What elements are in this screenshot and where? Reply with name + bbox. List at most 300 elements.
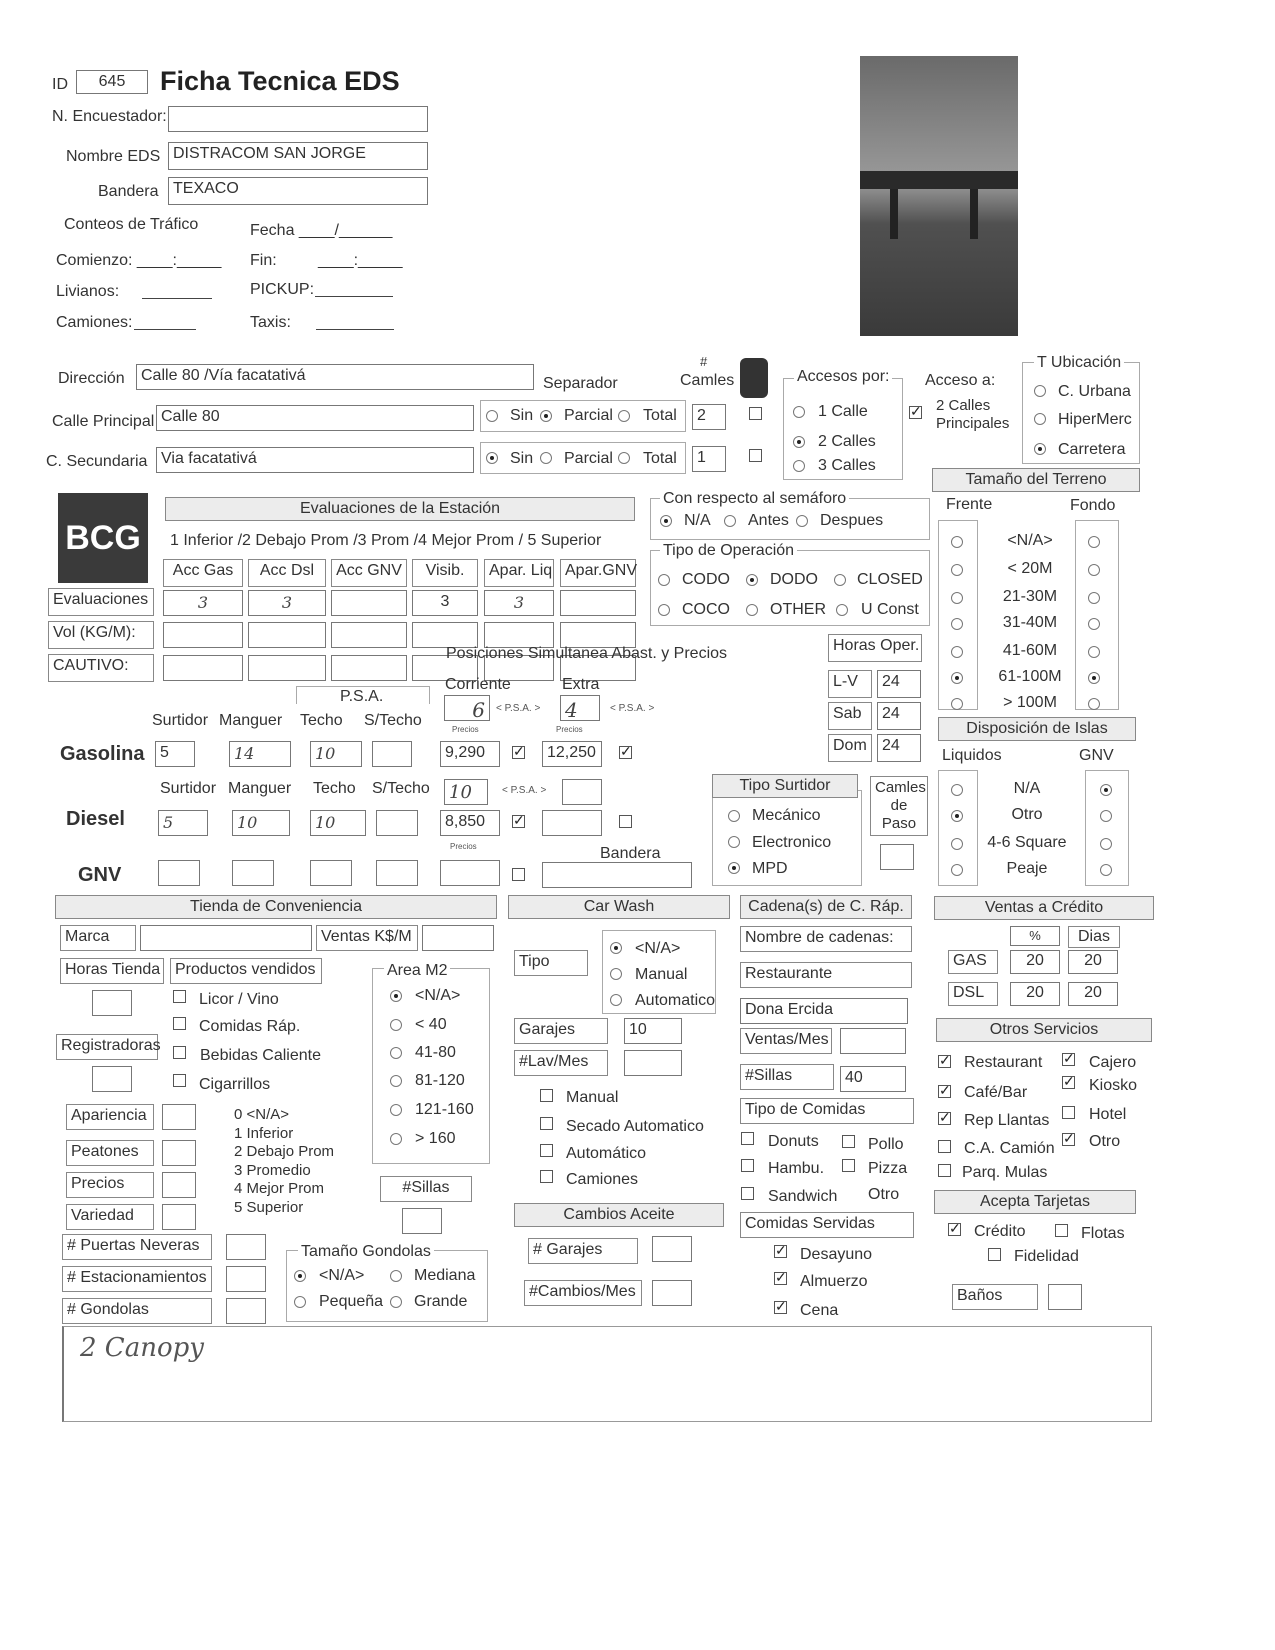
evaluaciones-col-header: Acc GNV [331, 559, 407, 587]
lavmes-field[interactable] [624, 1050, 682, 1076]
flotas-checkbox[interactable] [1055, 1224, 1068, 1237]
taxis-line[interactable] [316, 329, 394, 330]
gondolas-na-radio[interactable] [294, 1270, 306, 1282]
ubicacion-hipermerc-label: HiperMerc [1058, 411, 1132, 428]
cigarrillos-checkbox[interactable] [173, 1074, 186, 1087]
fin-line: ____:_____ [318, 252, 403, 269]
pickup-line[interactable] [315, 296, 393, 297]
notes-area[interactable] [62, 1326, 1152, 1422]
carwash-automatico-label: Automatico [635, 992, 716, 1009]
frente-label: Frente [946, 496, 993, 513]
secado-checkbox[interactable] [540, 1117, 553, 1130]
liquidos-label: Liquidos [942, 747, 1002, 764]
diesel-techo-field[interactable]: 10 [310, 810, 366, 836]
mecanico-radio[interactable] [728, 810, 740, 822]
islas-liquidos-radio[interactable] [951, 784, 963, 796]
terreno-option-label: 21-30M [1002, 588, 1058, 605]
servicios-header: Otros Servicios [936, 1018, 1152, 1042]
area-option-label: 41-80 [415, 1044, 456, 1061]
islas-gnv-radio[interactable] [1100, 784, 1112, 796]
ubicacion-title: T Ubicación [1034, 354, 1124, 372]
islas-gnv-radio[interactable] [1100, 864, 1112, 876]
total-radio[interactable] [618, 410, 630, 422]
horas-tienda-field[interactable] [92, 990, 132, 1016]
diesel-psa-field[interactable]: 10 [444, 779, 488, 805]
psa-arrow-label: < P.S.A. > [496, 703, 541, 714]
frente-radio[interactable] [951, 618, 963, 630]
marca-field[interactable] [140, 925, 312, 951]
psa-arrow-label: < P.S.A. > [610, 703, 655, 714]
other-label: OTHER [770, 601, 826, 618]
gasolina-extra-psa-field[interactable]: 4 [560, 695, 600, 721]
fin-label: Fin: [250, 252, 277, 269]
restaurant-label: Restaurant [964, 1054, 1043, 1071]
kiosko-checkbox[interactable] [1062, 1076, 1075, 1089]
precios-field[interactable] [162, 1172, 196, 1198]
frente-radio[interactable] [951, 646, 963, 658]
gondolas-label: # Gondolas [62, 1298, 212, 1324]
cigarrillos-label: Cigarrillos [199, 1076, 271, 1093]
semaforo-antes-radio[interactable] [724, 515, 736, 527]
separador-label: Separador [543, 375, 618, 392]
nombre-eds-field[interactable]: DISTRACOM SAN JORGE [168, 142, 428, 170]
llantas-checkbox[interactable] [938, 1112, 951, 1125]
psa-arrow-label: < P.S.A. > [502, 785, 547, 796]
frente-radio[interactable] [951, 672, 963, 684]
area-radio[interactable] [390, 1019, 402, 1031]
pollo-label: Pollo [868, 1136, 904, 1153]
precios-small-label: Precios [452, 725, 479, 734]
estacionamientos-label: # Estacionamientos [62, 1266, 212, 1292]
gasolina-corriente-psa-field[interactable]: 6 [444, 695, 490, 721]
evaluaciones-col-header: Apar.GNV [560, 559, 636, 587]
otro-servicio-checkbox[interactable] [1062, 1133, 1075, 1146]
gnv-surtidor-field[interactable] [158, 860, 200, 886]
evaluaciones-value-field[interactable] [560, 590, 636, 616]
camion-checkbox[interactable] [938, 1140, 951, 1153]
notes-text: 2 Canopy [80, 1333, 204, 1363]
mpd-label: MPD [752, 860, 788, 877]
tienda-scale-label: 0 <N/A> [234, 1106, 290, 1123]
area-radio[interactable] [390, 1104, 402, 1116]
dodo-radio[interactable] [746, 574, 758, 586]
gnv-stecho-field[interactable] [376, 860, 418, 886]
ventas-field[interactable] [422, 925, 494, 951]
islas-option-label: Peaje [1006, 860, 1048, 877]
otro-servicio-label: Otro [1089, 1133, 1121, 1150]
gnv-techo-field[interactable] [310, 860, 352, 886]
mulas-checkbox[interactable] [938, 1164, 951, 1177]
cafe-checkbox[interactable] [938, 1085, 951, 1098]
frente-radio[interactable] [951, 698, 963, 710]
carwash-na-label: <N/A> [635, 940, 681, 957]
nombre-eds-label: Nombre EDS [66, 148, 161, 165]
calle-principal-field[interactable]: Calle 80 [156, 405, 474, 431]
credito-dsl-pct-field[interactable]: 20 [1010, 982, 1060, 1006]
comidas-checkbox[interactable] [173, 1017, 186, 1030]
fondo-radio[interactable] [1088, 672, 1100, 684]
other-radio[interactable] [746, 604, 758, 616]
uconst-radio[interactable] [836, 604, 848, 616]
llantas-label: Rep Llantas [964, 1112, 1050, 1129]
sin-label: Sin [510, 407, 534, 424]
gasolina-stecho-field[interactable] [372, 741, 412, 767]
parcial-radio[interactable] [540, 410, 552, 422]
gasolina-manguer-field[interactable]: 14 [229, 741, 291, 767]
camion-label: C.A. Camión [964, 1140, 1055, 1157]
accesos-title: Accesos por: [794, 368, 892, 386]
hambu-checkbox[interactable] [741, 1159, 754, 1172]
productos-label: Productos vendidos [170, 958, 322, 984]
bandera-gnv-field[interactable] [542, 862, 692, 888]
hambu-label: Hambu. [768, 1160, 825, 1177]
peatones-field[interactable] [162, 1140, 196, 1166]
canopy-pillar [890, 189, 898, 239]
camiones-line[interactable] [134, 329, 196, 330]
semaforo-despues-label: Despues [820, 512, 884, 529]
posiciones-title: Posiciones Simultanea Abast. y Precios [446, 645, 728, 662]
closed-label: CLOSED [857, 571, 923, 588]
camiles-secundaria-field[interactable]: 1 [692, 446, 726, 472]
desayuno-checkbox[interactable] [774, 1245, 787, 1258]
diesel-manguer-field[interactable]: 10 [232, 810, 290, 836]
ubicacion-carretera-radio[interactable] [1034, 443, 1046, 455]
precio-diesel-checkbox[interactable] [512, 815, 525, 828]
accesos-2-label: 2 Calles [818, 433, 876, 450]
almuerzo-checkbox[interactable] [774, 1272, 787, 1285]
mpd-radio[interactable] [728, 862, 740, 874]
electronico-radio[interactable] [728, 836, 740, 848]
id-label: ID [52, 76, 68, 93]
tienda-scale-label: 5 Superior [234, 1198, 304, 1216]
camiones-checkbox[interactable] [540, 1170, 553, 1183]
evaluaciones-col-header: Acc Gas [163, 559, 243, 587]
apariencia-label: Apariencia [66, 1104, 154, 1130]
licor-checkbox[interactable] [173, 990, 186, 1003]
camiles-paso-field[interactable] [880, 844, 914, 870]
neveras-field[interactable] [226, 1234, 266, 1260]
total-label: Total [643, 407, 677, 424]
techo-col-label: Techo [300, 712, 343, 729]
tipo-comidas-label: Tipo de Comidas [740, 1098, 914, 1124]
trafico-title: Conteos de Tráfico [64, 216, 199, 233]
closed-radio[interactable] [834, 574, 846, 586]
encuestador-label: N. Encuestador: [52, 108, 167, 125]
credito-tarjeta-label: Crédito [974, 1223, 1026, 1240]
uconst-label: U Const [861, 601, 919, 618]
fondo-radio[interactable] [1088, 564, 1100, 576]
credito-gas-pct-field[interactable]: 20 [1010, 950, 1060, 974]
cambios-mes-field[interactable] [652, 1280, 692, 1306]
stecho-col-label: S/Techo [372, 780, 430, 797]
sillas-tienda-field[interactable] [402, 1208, 442, 1234]
ubicacion-carretera-label: Carretera [1058, 441, 1126, 458]
parcial-radio[interactable] [540, 452, 552, 464]
lavmes-label: #Lav/Mes [514, 1050, 608, 1076]
acceso-a-value: 2 Calles Principales [936, 397, 1010, 432]
bandera-label: Bandera [98, 183, 159, 200]
carwash-manual-label: Manual [635, 966, 688, 983]
terreno-header: Tamaño del Terreno [932, 468, 1140, 492]
registradoras-field[interactable] [92, 1066, 132, 1092]
bandera-gnv-label: Bandera [600, 845, 661, 862]
area-option-label: 81-120 [415, 1072, 465, 1089]
desayuno-label: Desayuno [800, 1246, 873, 1263]
frente-radio[interactable] [951, 564, 963, 576]
camiles-principal-field[interactable]: 2 [692, 404, 726, 430]
area-title: Area M2 [384, 962, 450, 980]
stecho-col-label: S/Techo [364, 712, 422, 729]
diesel-surtidor-field[interactable]: 5 [158, 810, 208, 836]
gasolina-surtidor-field[interactable]: 5 [155, 741, 195, 767]
ventas-label: Ventas K$/M [316, 925, 418, 951]
direccion-field[interactable]: Calle 80 /Vía facatativá [136, 364, 534, 390]
codo-label: CODO [682, 571, 730, 588]
vol-value-field[interactable] [331, 622, 407, 648]
vol-value-field[interactable] [163, 622, 243, 648]
gnv-manguer-field[interactable] [232, 860, 274, 886]
credito-gas-dias-field[interactable]: 20 [1068, 950, 1118, 974]
bandera-field[interactable]: TEXACO [168, 177, 428, 205]
accesos-3-radio[interactable] [793, 460, 805, 472]
semaforo-secundaria-checkbox[interactable] [749, 449, 762, 462]
terreno-option-label: 41-60M [1002, 642, 1058, 659]
apariencia-field[interactable] [162, 1104, 196, 1130]
cautivo-row-label: CAUTIVO: [48, 654, 154, 682]
gasolina-techo-field[interactable]: 10 [310, 741, 362, 767]
precio-extra-checkbox[interactable] [619, 746, 632, 759]
aceite-garajes-label: # Garajes [528, 1238, 638, 1264]
cadena-nombre-field[interactable]: Dona Ercida [740, 998, 908, 1024]
fidelidad-label: Fidelidad [1014, 1248, 1079, 1265]
evaluaciones-header: Evaluaciones de la Estación [165, 497, 635, 521]
almuerzo-label: Almuerzo [800, 1273, 868, 1290]
pollo-checkbox[interactable] [842, 1135, 855, 1148]
horas-dom-field[interactable]: 24 [877, 734, 921, 762]
gondolas-title: Tamaño Gondolas [298, 1243, 434, 1261]
id-field[interactable]: 645 [76, 70, 148, 94]
area-radio[interactable] [390, 1047, 402, 1059]
accesos-3-label: 3 Calles [818, 457, 876, 474]
credito-gas-label: GAS [948, 950, 998, 974]
livianos-line[interactable] [142, 298, 212, 299]
evaluaciones-col-header: Apar. Liq [484, 559, 554, 587]
credito-pct-header: % [1010, 926, 1060, 946]
sillas-tienda-label: #Sillas [380, 1176, 472, 1202]
fondo-radio[interactable] [1088, 536, 1100, 548]
evaluaciones-value-field[interactable]: 3 [412, 590, 478, 616]
carwash-automatico-radio[interactable] [610, 994, 622, 1006]
evaluaciones-value-field[interactable]: 3 [248, 590, 326, 616]
techo-col-label: Techo [313, 780, 356, 797]
semaforo-principal-checkbox[interactable] [749, 407, 762, 420]
cafe-label: Café/Bar [964, 1084, 1028, 1101]
electronico-label: Electronico [752, 834, 832, 851]
precio-corriente-checkbox[interactable] [512, 746, 525, 759]
mulas-label: Parq. Mulas [962, 1164, 1048, 1181]
accesos-1-radio[interactable] [793, 406, 805, 418]
neveras-label: # Puertas Neveras [62, 1234, 212, 1260]
sin-radio[interactable] [486, 452, 498, 464]
gondolas-field[interactable] [226, 1298, 266, 1324]
pizza-checkbox[interactable] [842, 1159, 855, 1172]
acceso-a-checkbox[interactable] [909, 406, 922, 419]
aceite-garajes-field[interactable] [652, 1236, 692, 1262]
fidelidad-checkbox[interactable] [988, 1248, 1001, 1261]
fondo-radio[interactable] [1088, 698, 1100, 710]
islas-gnv-radio[interactable] [1100, 838, 1112, 850]
otro-comida-label: Otro [868, 1186, 900, 1203]
total-radio[interactable] [618, 452, 630, 464]
ventas-mes-field[interactable] [840, 1028, 906, 1054]
fondo-radio[interactable] [1088, 592, 1100, 604]
automatico-checkbox[interactable] [540, 1144, 553, 1157]
total-label: Total [643, 450, 677, 467]
surtidor-col-label: Surtidor [152, 712, 209, 729]
diesel-label: Diesel [66, 808, 125, 830]
extra-label: Extra [562, 676, 600, 693]
horas-lv-field[interactable]: 24 [877, 670, 921, 698]
coco-label: COCO [682, 601, 730, 618]
semaforo-title: Con respecto al semáforo [660, 490, 849, 508]
cadena-sillas-label: #Sillas [740, 1064, 834, 1090]
diesel-psa2-field[interactable] [562, 779, 602, 805]
semaforo-na-radio[interactable] [660, 515, 672, 527]
cautivo-value-field[interactable] [248, 655, 326, 681]
islas-liquidos-radio[interactable] [951, 838, 963, 850]
livianos-label: Livianos: [56, 283, 120, 300]
precio-extra-field[interactable]: 12,250 [542, 741, 602, 767]
tienda-scale-label: 2 Debajo Prom [234, 1143, 335, 1160]
area-radio[interactable] [390, 1133, 402, 1145]
sin-label: Sin [510, 450, 534, 467]
ubicacion-hipermerc-radio[interactable] [1034, 413, 1046, 425]
canopy-roof [860, 171, 1018, 189]
gnv-precio-field[interactable] [440, 860, 500, 886]
surtidor-col-label: Surtidor [160, 780, 217, 797]
precio-diesel2-field[interactable] [542, 810, 602, 836]
evaluaciones-value-field[interactable]: 3 [163, 590, 243, 616]
gondolas-pequena-radio[interactable] [294, 1296, 306, 1308]
carwash-manual-radio[interactable] [610, 968, 622, 980]
credito-dsl-dias-field[interactable]: 20 [1068, 982, 1118, 1006]
precio-diesel2-checkbox[interactable] [619, 815, 632, 828]
area-radio[interactable] [390, 990, 402, 1002]
horas-sab-label: Sab [828, 702, 872, 730]
ubicacion-urbana-radio[interactable] [1034, 385, 1046, 397]
donuts-checkbox[interactable] [741, 1132, 754, 1145]
fondo-radio[interactable] [1088, 618, 1100, 630]
variedad-field[interactable] [162, 1204, 196, 1230]
comidas-servidas-label: Comidas Servidas [740, 1212, 914, 1238]
cena-checkbox[interactable] [774, 1301, 787, 1314]
horas-sab-field[interactable]: 24 [877, 702, 921, 730]
tienda-scale-label: 3 Promedio [234, 1161, 311, 1179]
islas-option-label: N/A [1013, 780, 1041, 797]
accesos-2-radio[interactable] [793, 436, 805, 448]
precio-corriente-field[interactable]: 9,290 [440, 741, 500, 767]
cautivo-value-field[interactable] [163, 655, 243, 681]
coco-radio[interactable] [658, 604, 670, 616]
evaluaciones-value-field[interactable] [331, 590, 407, 616]
calle-secundaria-field[interactable]: Via facatativá [156, 447, 474, 473]
vol-value-field[interactable] [248, 622, 326, 648]
frente-radio[interactable] [951, 592, 963, 604]
diesel-stecho-field[interactable] [376, 810, 418, 836]
islas-gnv-radio[interactable] [1100, 810, 1112, 822]
restaurant-checkbox[interactable] [938, 1055, 951, 1068]
sin-radio[interactable] [486, 410, 498, 422]
calle-principal-label: Calle Principal [52, 413, 155, 430]
fondo-radio[interactable] [1088, 646, 1100, 658]
hotel-checkbox[interactable] [1062, 1106, 1075, 1119]
terreno-option-label: 61-100M [998, 668, 1062, 685]
islas-liquidos-radio[interactable] [951, 864, 963, 876]
sandwich-checkbox[interactable] [741, 1187, 754, 1200]
horas-header: Horas Oper. [828, 634, 922, 662]
secado-label: Secado Automatico [566, 1118, 704, 1135]
estacionamientos-field[interactable] [226, 1266, 266, 1292]
precios-small-label: Precios [556, 725, 583, 734]
direccion-label: Dirección [58, 370, 125, 387]
page-title: Ficha Tecnica EDS [160, 66, 400, 96]
precio-diesel-field[interactable]: 8,850 [440, 810, 500, 836]
islas-liquidos-radio[interactable] [951, 810, 963, 822]
bebidas-checkbox[interactable] [173, 1046, 186, 1059]
carwash-header: Car Wash [508, 895, 730, 919]
encuestador-field[interactable] [168, 106, 428, 132]
pickup-label: PICKUP: [250, 281, 315, 298]
automatico-label: Automático [566, 1145, 647, 1162]
carwash-na-radio[interactable] [610, 942, 622, 954]
credito-tarjeta-checkbox[interactable] [948, 1223, 961, 1236]
gondolas-pequena-label: Pequeña [319, 1293, 384, 1310]
gondolas-grande-radio[interactable] [390, 1296, 402, 1308]
gnv-precio-checkbox[interactable] [512, 868, 525, 881]
horas-lv-label: L-V [828, 670, 872, 698]
manual-checkbox[interactable] [540, 1089, 553, 1102]
cautivo-value-field[interactable] [331, 655, 407, 681]
islas-option-label: 4-6 Square [987, 834, 1067, 851]
tienda-scale-label: 1 Inferior [234, 1124, 294, 1142]
traffic-light-icon [740, 358, 768, 398]
surtidor-header: Tipo Surtidor [712, 774, 858, 798]
cadena-sillas-field[interactable]: 40 [840, 1066, 906, 1092]
frente-radio[interactable] [951, 536, 963, 548]
operacion-title: Tipo de Operación [660, 542, 797, 560]
tarjetas-header: Acepta Tarjetas [934, 1190, 1136, 1214]
cajero-checkbox[interactable] [1062, 1053, 1075, 1066]
precios-label: Precios [66, 1172, 154, 1198]
evaluaciones-value-field[interactable]: 3 [484, 590, 554, 616]
garajes-field[interactable]: 10 [624, 1018, 682, 1044]
semaforo-despues-radio[interactable] [796, 515, 808, 527]
ventas-mes-label: Ventas/Mes [740, 1028, 832, 1054]
gondolas-mediana-radio[interactable] [390, 1270, 402, 1282]
banos-field[interactable] [1048, 1284, 1082, 1310]
gnv-label: GNV [78, 864, 122, 886]
peatones-label: Peatones [66, 1140, 154, 1166]
registradoras-label: Registradoras [56, 1034, 158, 1060]
manguer-col-label: Manguer [219, 712, 283, 729]
codo-radio[interactable] [658, 574, 670, 586]
pizza-label: Pizza [868, 1160, 908, 1177]
cambios-mes-label: #Cambios/Mes [524, 1280, 642, 1306]
area-radio[interactable] [390, 1075, 402, 1087]
fecha-label: Fecha ____/______ [250, 222, 393, 239]
fondo-label: Fondo [1070, 497, 1116, 514]
hash-label: # [700, 354, 708, 369]
